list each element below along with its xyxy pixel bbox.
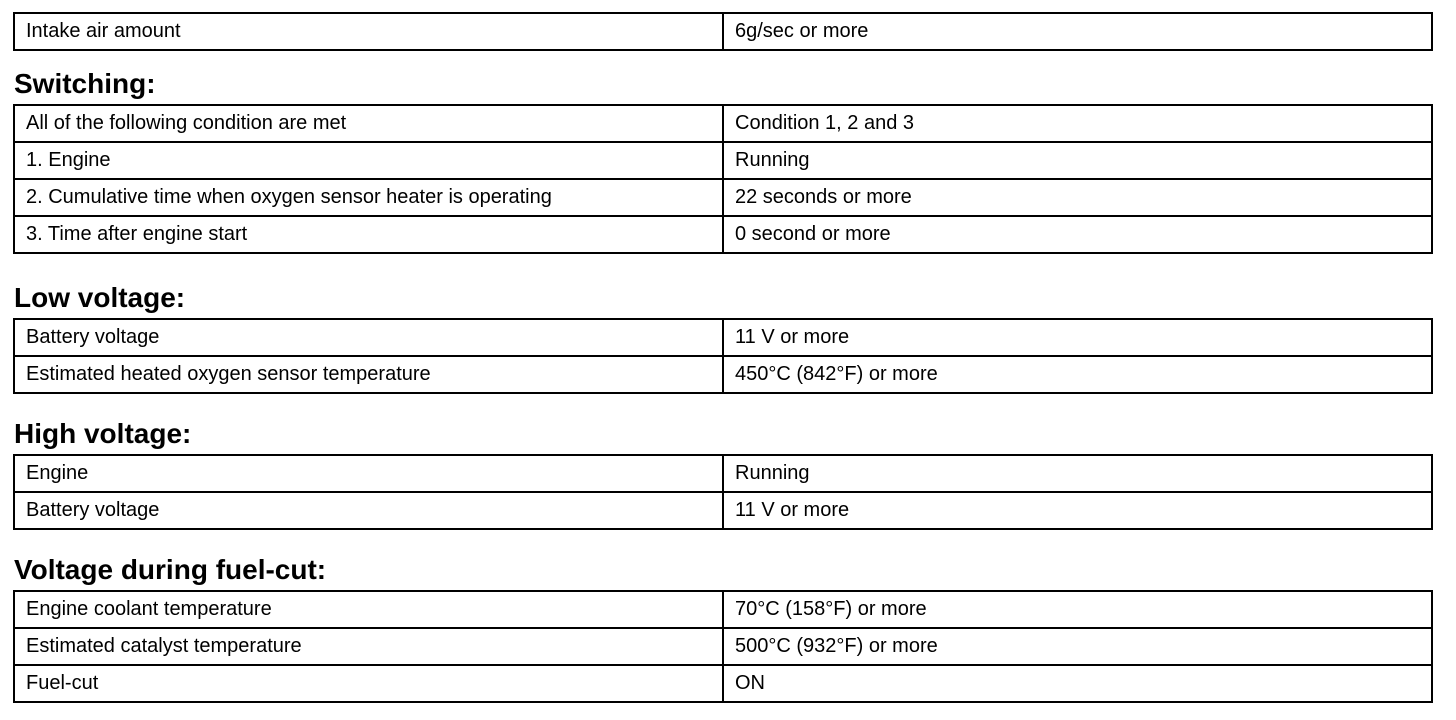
value-cell: 450°C (842°F) or more (723, 356, 1432, 393)
section-heading-high-voltage: High voltage: (14, 418, 192, 449)
high-voltage-table (13, 454, 1433, 530)
table-row (14, 665, 1432, 702)
value-cell: 11 V or more (723, 492, 1432, 529)
fuel-cut-table (13, 590, 1433, 703)
switching-table (13, 104, 1433, 254)
intake-air-table (13, 12, 1433, 51)
parameter-cell: Fuel-cut (14, 665, 723, 702)
parameter-cell: Intake air amount (14, 13, 723, 50)
table-row (14, 319, 1432, 356)
value-cell: ON (723, 665, 1432, 702)
section-heading-fuel-cut: Voltage during fuel-cut: (14, 554, 327, 585)
value-cell: 11 V or more (723, 319, 1432, 356)
parameter-cell: Battery voltage (14, 319, 723, 356)
table-row (14, 142, 1432, 179)
parameter-cell: Estimated catalyst temperature (14, 628, 723, 665)
table-row (14, 13, 1432, 50)
value-cell: 0 second or more (723, 216, 1432, 253)
low-voltage-table (13, 318, 1433, 394)
parameter-cell: Estimated heated oxygen sensor temperature (14, 356, 723, 393)
table-row (14, 356, 1432, 393)
value-cell: Running (723, 455, 1432, 492)
parameter-cell: 1. Engine (14, 142, 723, 179)
table-row (14, 179, 1432, 216)
table-row (14, 492, 1432, 529)
parameter-cell: Engine coolant temperature (14, 591, 723, 628)
value-cell: Running (723, 142, 1432, 179)
value-cell: 500°C (932°F) or more (723, 628, 1432, 665)
section-heading-switching: Switching: (14, 68, 156, 99)
table-row (14, 105, 1432, 142)
table-row (14, 455, 1432, 492)
section-heading-low-voltage: Low voltage: (14, 282, 186, 313)
table-row (14, 591, 1432, 628)
parameter-cell: All of the following condition are met (14, 105, 723, 142)
value-cell: 6g/sec or more (723, 13, 1432, 50)
parameter-cell: 3. Time after engine start (14, 216, 723, 253)
value-cell: 22 seconds or more (723, 179, 1432, 216)
parameter-cell: Engine (14, 455, 723, 492)
table-row (14, 216, 1432, 253)
value-cell: 70°C (158°F) or more (723, 591, 1432, 628)
table-row (14, 628, 1432, 665)
value-cell: Condition 1, 2 and 3 (723, 105, 1432, 142)
parameter-cell: 2. Cumulative time when oxygen sensor heater is operating (14, 179, 723, 216)
parameter-cell: Battery voltage (14, 492, 723, 529)
